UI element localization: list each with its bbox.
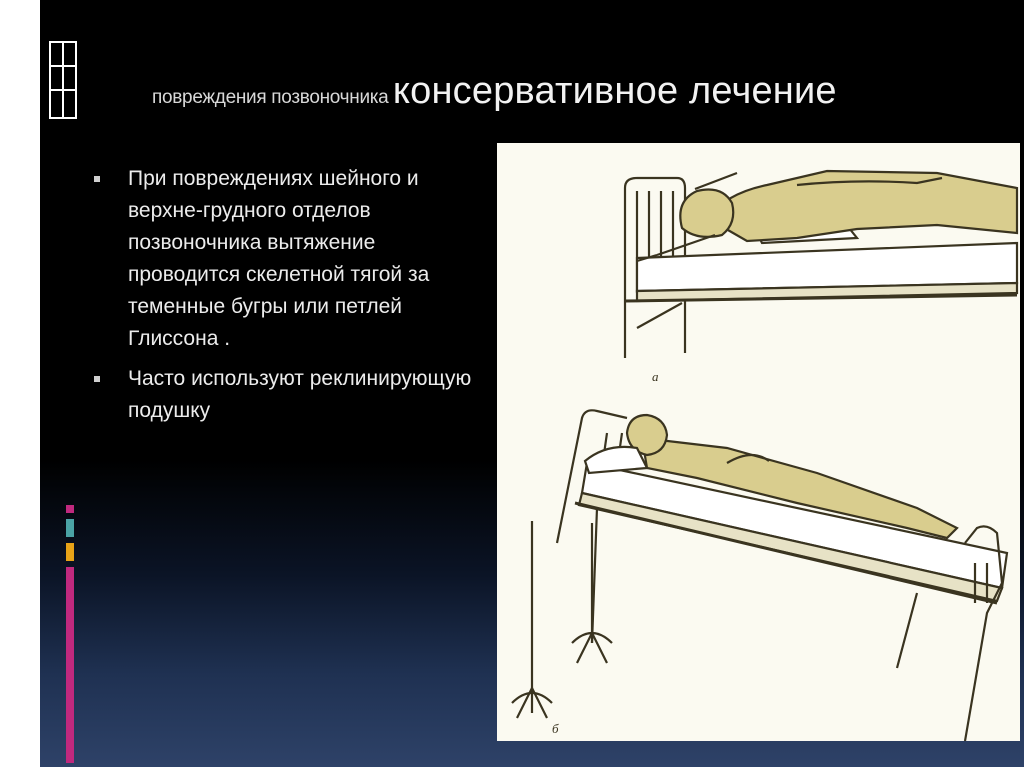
window-pane-icon xyxy=(48,40,78,120)
accent-bar-teal xyxy=(66,519,74,537)
traction-illustration xyxy=(497,143,1020,741)
bullet-text: Часто используют реклинирующую подушку xyxy=(128,367,472,422)
bullet-square-icon xyxy=(94,376,100,382)
accent-bar-magenta-long xyxy=(66,567,74,763)
title-prefix: повреждения позвоночника xyxy=(152,87,389,108)
upper-bed-figure xyxy=(625,171,1017,358)
figure-label-bottom: б xyxy=(552,721,559,736)
slide-title xyxy=(152,70,1024,113)
traction-drawing xyxy=(497,143,1020,741)
bullet-item xyxy=(88,363,478,427)
accent-bar-orange xyxy=(66,543,74,561)
title-main: консервативное лечение xyxy=(392,70,837,112)
slide-stage xyxy=(40,0,1024,767)
bullet-item xyxy=(88,163,478,355)
bullet-list xyxy=(88,163,478,435)
bullet-square-icon xyxy=(94,176,100,182)
lower-bed-figure xyxy=(512,410,1007,741)
left-margin xyxy=(0,0,40,767)
accent-bars xyxy=(66,505,76,765)
figure-label-top: а xyxy=(652,369,659,384)
accent-bar-magenta xyxy=(66,505,74,513)
bullet-text: При повреждениях шейного и верхне-грудного отделов позвоночника вытяжение проводится скелетной тягой за теменные бугры или петлей Глиссона . xyxy=(128,167,430,350)
